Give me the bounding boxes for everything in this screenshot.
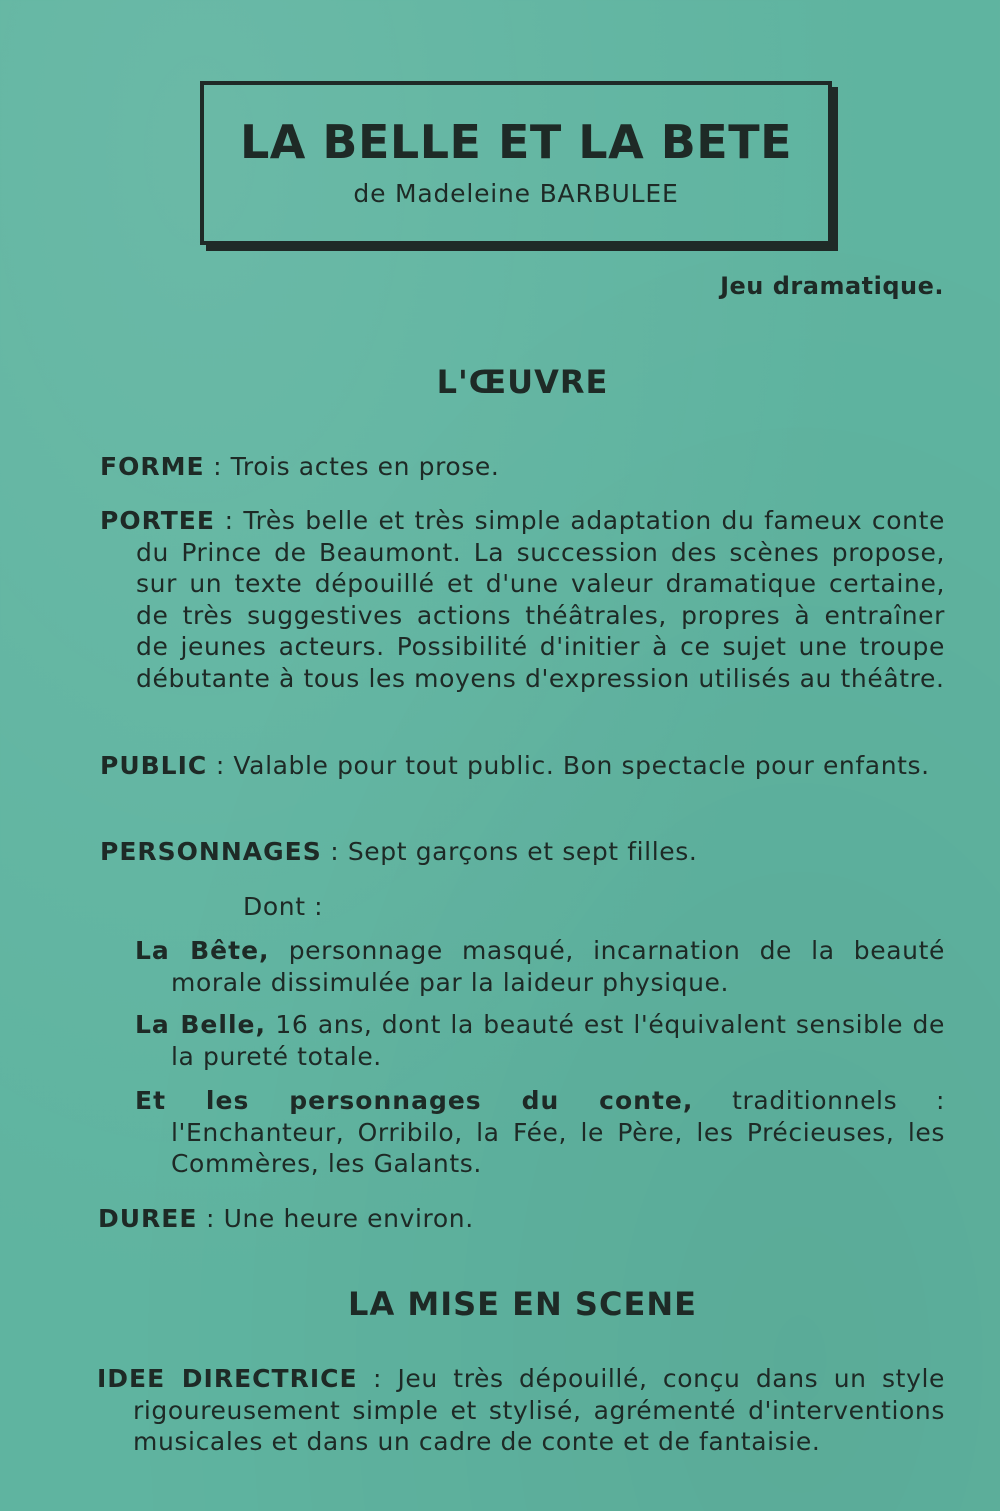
entry-label: PORTEE [100, 506, 215, 535]
character-name: La Bête, [135, 936, 270, 965]
entry-label: PUBLIC [100, 751, 208, 780]
entry-text: : Jeu très dépouillé, conçu dans un style rigoureusement simple et stylisé, agrémenté d'interventions musicales et dans un cadre de conte et de fantaisie. [133, 1364, 945, 1456]
entry-label: PERSONNAGES [100, 837, 322, 866]
character-entry [135, 1009, 945, 1072]
entry-label: DUREE [98, 1204, 198, 1233]
entry-text: : Une heure environ. [206, 1204, 474, 1233]
document-title: LA BELLE ET LA BETE [240, 115, 792, 169]
genre-label: Jeu dramatique. [720, 272, 944, 300]
entry-personnages [100, 836, 945, 868]
title-box [200, 81, 832, 245]
entry-duree [98, 1203, 943, 1235]
character-desc: traditionnels : l'Enchanteur, Orribilo, la Fée, le Père, les Précieuses, les Commères, les Galants. [171, 1086, 945, 1178]
character-name: Et les personnages du conte, [135, 1086, 694, 1115]
entry-text: : Très belle et très simple adaptation du fameux conte du Prince de Beaumont. La succession des scènes propose, sur un texte dépouillé et d'une valeur dramatique certaine, de très suggestives actions théâtrales, propres à entraîner de jeunes acteurs. Possibilité d'initier à ce sujet une troupe débutante à tous les moyens d'expression utilisés au théâtre. [136, 506, 946, 693]
dont-label: Dont : [243, 892, 324, 921]
entry-label: FORME [100, 452, 205, 481]
entry-idee-directrice [97, 1363, 945, 1458]
entry-forme [100, 451, 945, 483]
entry-public [100, 750, 945, 782]
section-heading-oeuvre: L'ŒUVRE [436, 363, 609, 401]
section-heading-mise-en-scene: LA MISE EN SCENE [348, 1285, 697, 1323]
character-desc: personnage masqué, incarnation de la beauté morale dissimulée par la laideur physique. [171, 936, 946, 997]
entry-portee [100, 505, 945, 694]
author-line: de Madeleine BARBULEE [353, 179, 679, 208]
character-entry [135, 1085, 945, 1180]
entry-text: : Trois actes en prose. [213, 452, 500, 481]
entry-label: IDEE DIRECTRICE [97, 1364, 358, 1393]
entry-text: : Sept garçons et sept filles. [330, 837, 698, 866]
character-desc: 16 ans, dont la beauté est l'équivalent sensible de la pureté totale. [171, 1010, 945, 1071]
entry-text: : Valable pour tout public. Bon spectacle pour enfants. [215, 751, 930, 780]
character-entry [135, 935, 945, 998]
character-name: La Belle, [135, 1010, 266, 1039]
